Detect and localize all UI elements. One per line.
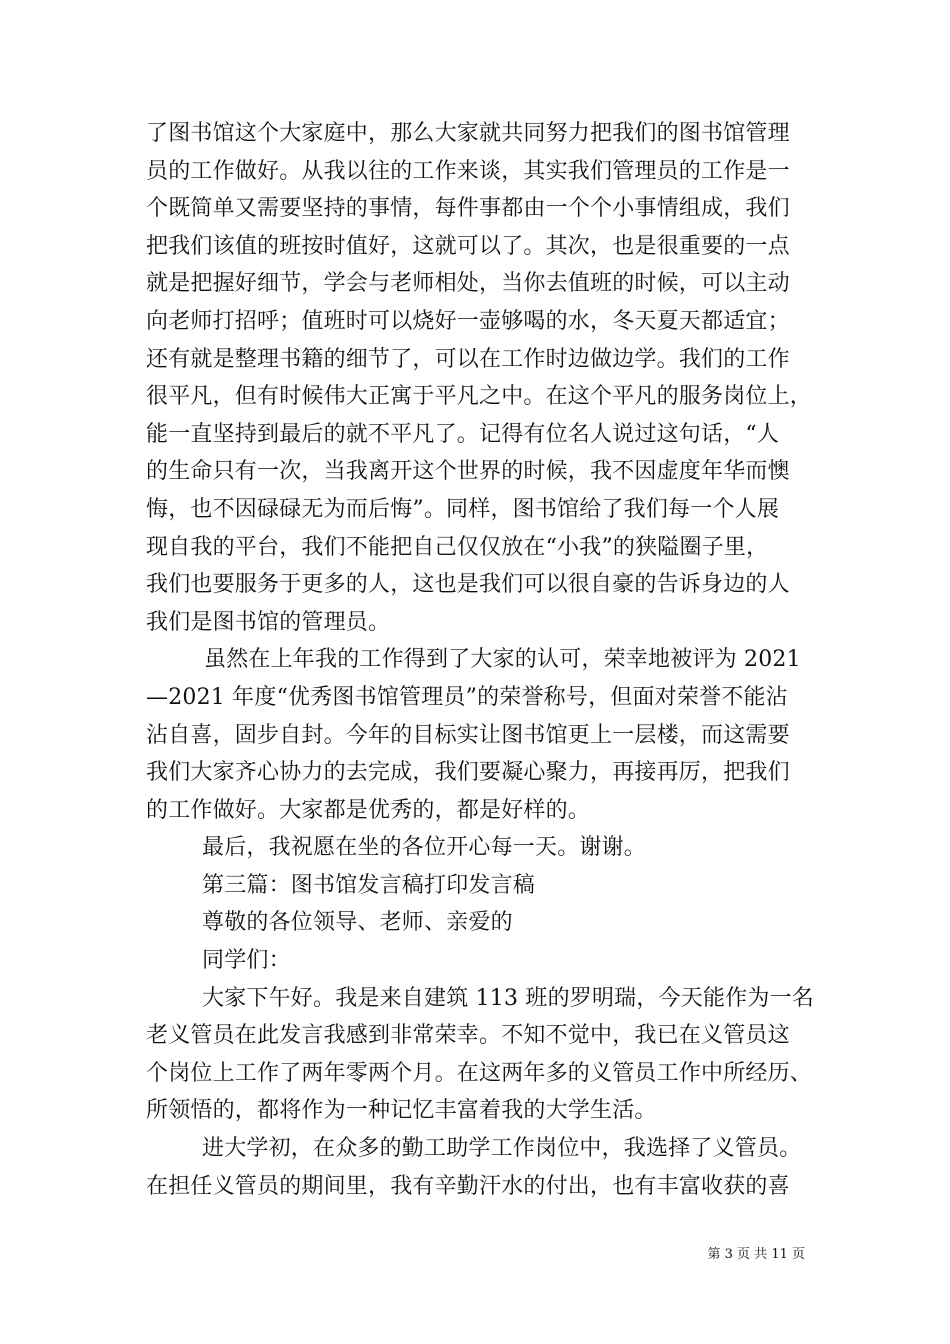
text-line: 沾自喜，固步自封。今年的目标实让图书馆更上一层楼，而这需要 <box>146 722 790 748</box>
text-line: 把我们该值的班按时值好，这就可以了。其次，也是很重要的一点 <box>146 233 790 259</box>
text-line: 很平凡，但有时候伟大正寓于平凡之中。在这个平凡的服务岗位上， <box>146 384 813 410</box>
text-line: 我们也要服务于更多的人，这也是我们可以很自豪的告诉身边的人 <box>146 572 790 598</box>
text-line: 的工作做好。大家都是优秀的，都是好样的。 <box>146 797 591 823</box>
text-line: 的生命只有一次，当我离开这个世界的时候，我不因虚度年华而懊 <box>146 459 790 485</box>
text-line: 大家下午好。我是来自建筑 113 班的罗明瑞，今天能作为一名 <box>202 985 814 1011</box>
text-line: 在担任义管员的期间里，我有辛勤汗水的付出，也有丰富收获的喜 <box>146 1173 790 1199</box>
text-line: 尊敬的各位领导、老师、亲爱的 <box>202 910 513 936</box>
text-line: 进大学初，在众多的勤工助学工作岗位中，我选择了义管员。 <box>202 1136 802 1162</box>
text-line: 老义管员在此发言我感到非常荣幸。不知不觉中，我已在义管员这 <box>146 1023 790 1049</box>
text-line: 个岗位上工作了两年零两个月。在这两年多的义管员工作中所经历、 <box>146 1060 813 1086</box>
text-line: 能一直坚持到最后的就不平凡了。记得有位名人说过这句话，“人 <box>146 421 780 447</box>
text-line: 就是把握好细节，学会与老师相处，当你去值班的时候，可以主动 <box>146 271 790 297</box>
text-line: 个既简单又需要坚持的事情，每件事都由一个个小事情组成，我们 <box>146 196 790 222</box>
text-line: 向老师打招呼；值班时可以烧好一壶够喝的水，冬天夏天都适宜； <box>146 308 790 334</box>
text-line: 所领悟的，都将作为一种记忆丰富着我的大学生活。 <box>146 1098 657 1124</box>
text-line: 虽然在上年我的工作得到了大家的认可，荣幸地被评为 2021 <box>204 647 801 673</box>
text-line: 最后，我祝愿在坐的各位开心每一天。谢谢。 <box>202 835 647 861</box>
text-line: 悔，也不因碌碌无为而后悔”。同样，图书馆给了我们每一个人展 <box>146 496 780 522</box>
text-line: 我们大家齐心协力的去完成，我们要凝心聚力，再接再厉，把我们 <box>146 760 790 786</box>
text-line: 同学们： <box>202 948 291 974</box>
text-line: 员的工作做好。从我以往的工作来谈，其实我们管理员的工作是一 <box>146 158 790 184</box>
text-line: 现自我的平台，我们不能把自己仅仅放在“小我”的狭隘圈子里， <box>146 534 769 560</box>
text-line: 了图书馆这个大家庭中，那么大家就共同努力把我们的图书馆管理 <box>146 121 790 146</box>
text-line: 还有就是整理书籍的细节了，可以在工作时边做边学。我们的工作 <box>146 346 790 372</box>
body-text <box>146 115 816 1205</box>
section-heading: 第三篇：图书馆发言稿打印发言稿 <box>202 872 536 898</box>
text-line: 我们是图书馆的管理员。 <box>146 609 391 635</box>
page-number: 第 3 页 共 11 页 <box>707 1247 805 1262</box>
text-line: —2021 年度“优秀图书馆管理员”的荣誉称号，但面对荣誉不能沾 <box>146 684 788 710</box>
